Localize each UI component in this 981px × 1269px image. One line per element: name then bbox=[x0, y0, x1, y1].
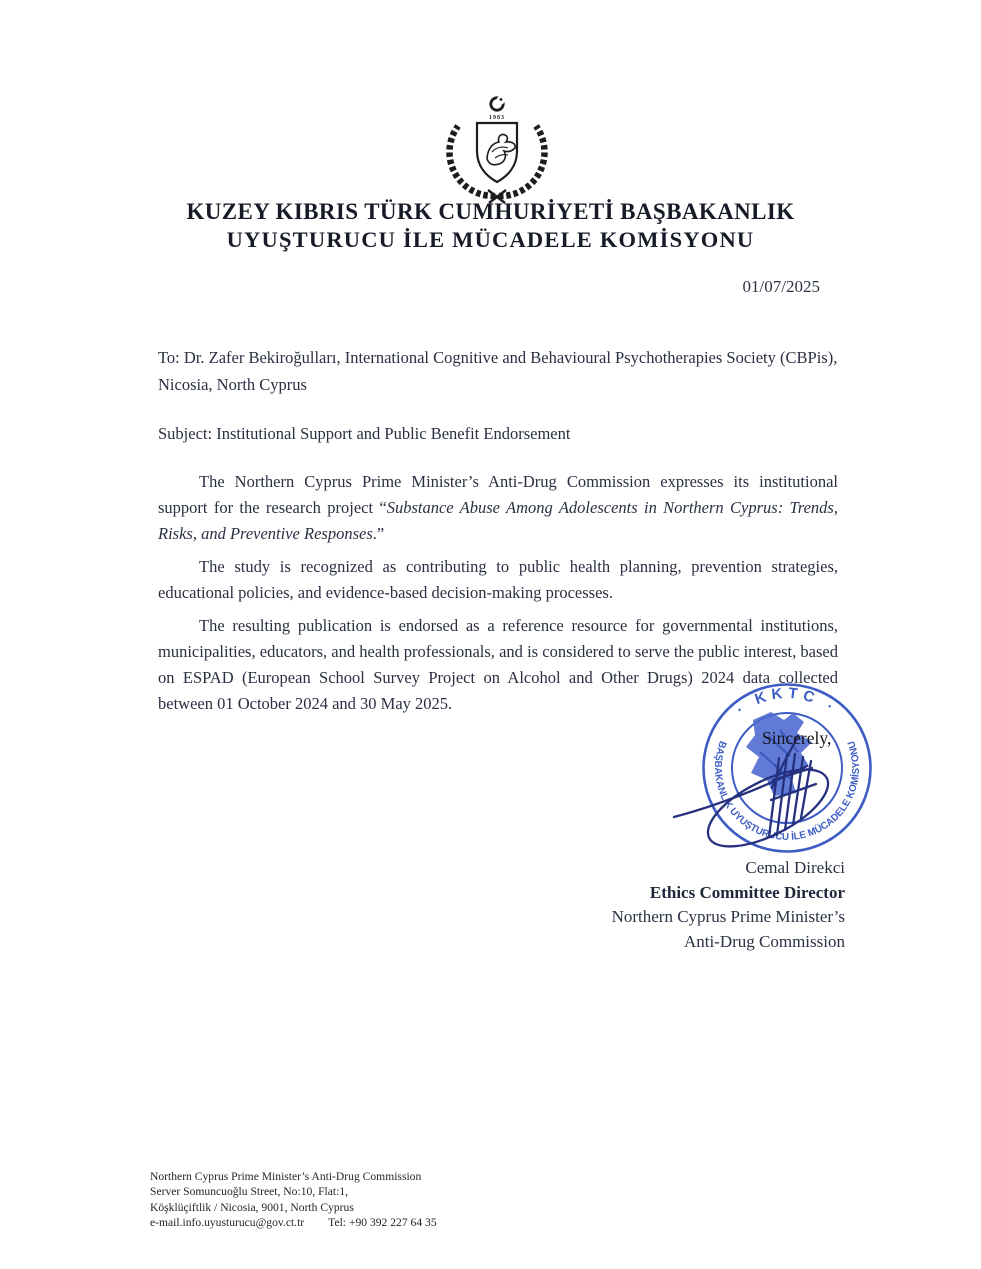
letter-footer bbox=[150, 1169, 437, 1230]
stamp-icon bbox=[640, 660, 888, 876]
footer-org: Northern Cyprus Prime Minister’s Anti-Drug Commission bbox=[150, 1170, 422, 1183]
letter-date: 01/07/2025 bbox=[742, 277, 820, 296]
paragraph-2: The study is recognized as contributing to public health planning, prevention strategies, educational policies, and evidence-based decision-making processes. bbox=[158, 557, 838, 602]
coat-of-arms-icon bbox=[441, 92, 553, 210]
emblem-year: 1983 bbox=[489, 115, 505, 121]
stamp-ring-text: BAŞBAKANLIK UYUŞTURUCU İLE MÜCADELE KOMİSYONU bbox=[711, 739, 863, 843]
paragraph-1-end: .” bbox=[372, 524, 385, 543]
footer-tel: Tel: +90 392 227 64 35 bbox=[328, 1215, 437, 1229]
trnc-coat-of-arms bbox=[441, 92, 553, 210]
signer-name: Cemal Direkci bbox=[745, 858, 845, 877]
paragraph-1-text: The Northern Cyprus Prime Minister’s Anti-Drug Commission expresses its institutional support for the research project “ bbox=[158, 472, 838, 517]
org-name-line1: KUZEY KIBRIS TÜRK CUMHURİYETİ BAŞBAKANLIK bbox=[186, 199, 795, 224]
signer-title: Ethics Committee Director bbox=[649, 882, 845, 902]
official-stamp bbox=[640, 660, 888, 876]
paragraph-1 bbox=[158, 469, 838, 547]
subject-line: Subject: Institutional Support and Public Benefit Endorsement bbox=[158, 424, 571, 443]
footer-email: e-mail.info.uyusturucu@gov.ct.tr bbox=[150, 1215, 305, 1229]
star-icon bbox=[500, 98, 503, 101]
footer-city: Köşklüçiftlik / Nicosia, 9001, North Cyprus bbox=[150, 1200, 354, 1214]
recipient-line: To: Dr. Zafer Bekiroğulları, International Cognitive and Behavioural Psychotherapies Society (CBPis), Nicosia, North Cyprus bbox=[158, 348, 838, 394]
closing-salutation: Sincerely, bbox=[762, 728, 832, 748]
project-title: Substance Abuse Among Adolescents in Northern Cyprus: Trends, Risks, and Preventive Responses bbox=[158, 498, 838, 543]
signer-org-line2: Anti-Drug Commission bbox=[683, 931, 845, 951]
footer-street: Server Somuncuoğlu Street, No:10, Flat:1, bbox=[150, 1185, 349, 1199]
footer-contact bbox=[150, 1215, 437, 1230]
paragraph-3: The resulting publication is endorsed as a reference resource for governmental institutions, municipalities, educators, and health professionals, and is considered to serve the public interest, based on ESPAD (European School Survey Project on Alcohol and Other Drugs) 2024 data collected between 01 October 2024 and 30 May 2025. bbox=[158, 616, 838, 713]
org-name-line2: UYUŞTURUCU İLE MÜCADELE KOMİSYONU bbox=[226, 227, 755, 252]
signer-org-line1: Northern Cyprus Prime Minister’s bbox=[611, 907, 845, 926]
stamp-top-text: · KKTC · bbox=[733, 684, 841, 719]
